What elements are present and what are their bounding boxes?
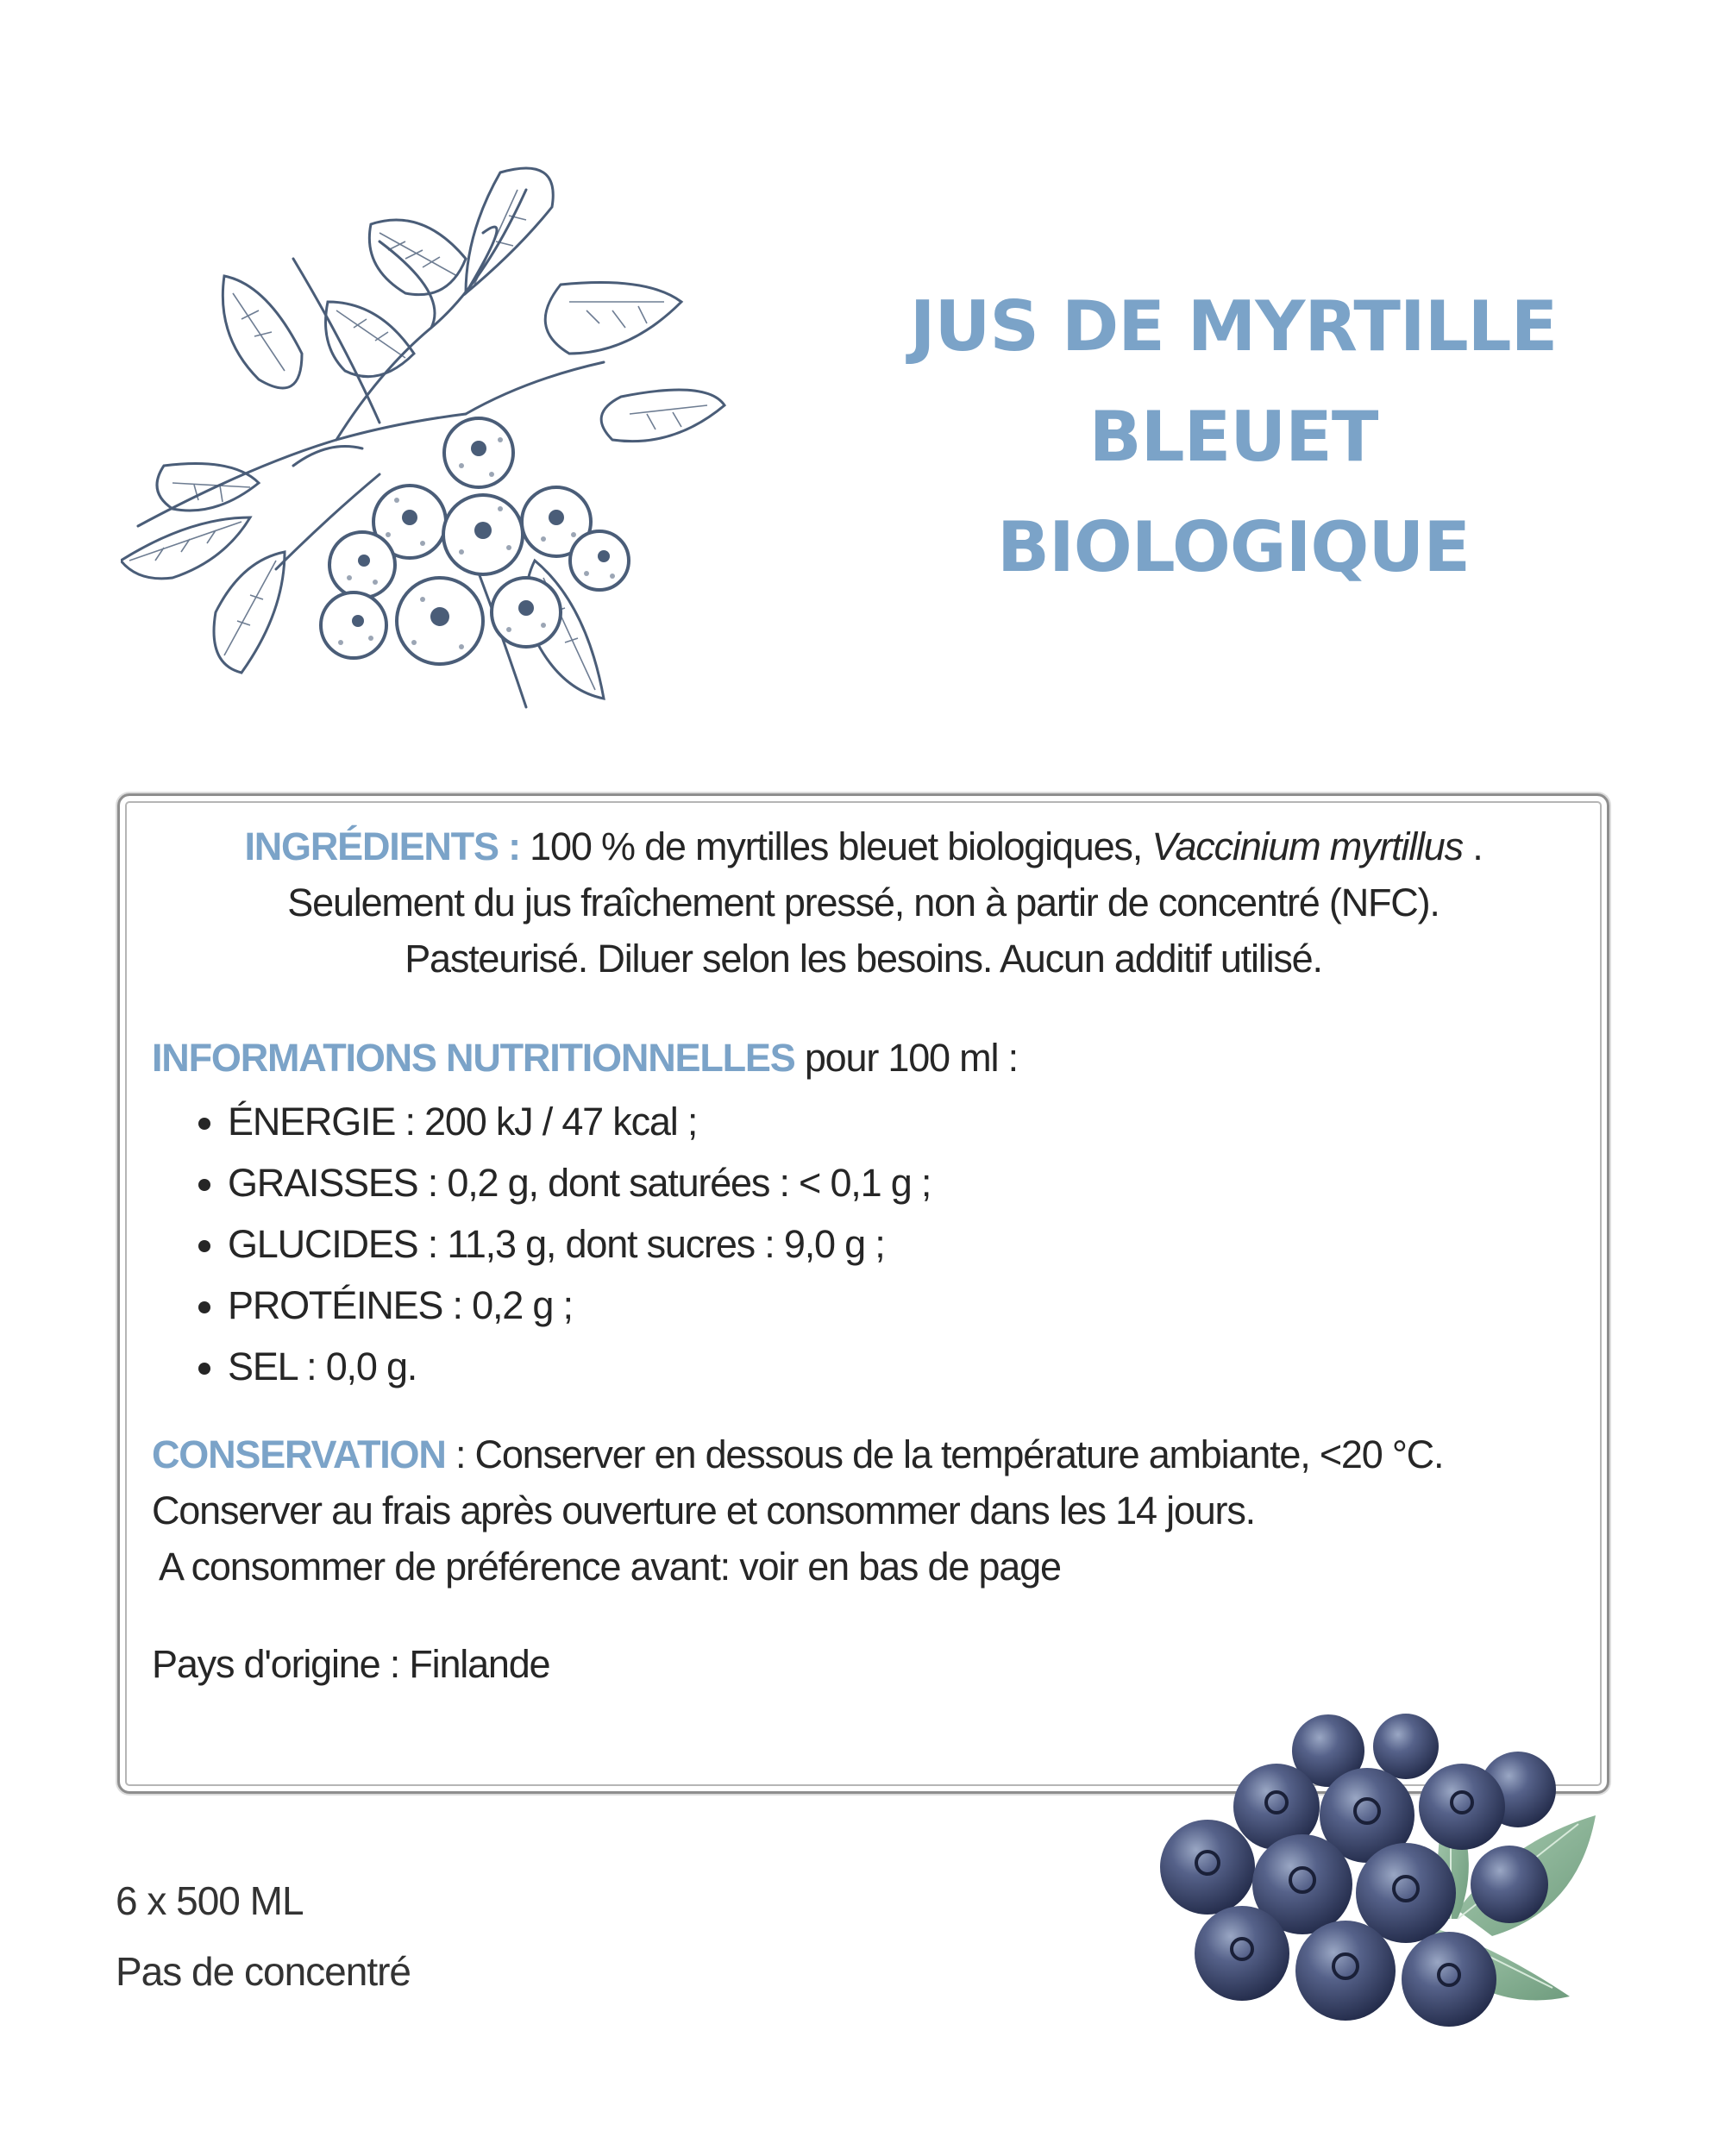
ingredients-line-2: Seulement du jus fraîchement pressé, non à partir de concentré (NFC). bbox=[287, 881, 1440, 924]
product-title bbox=[845, 272, 1622, 603]
nutrition-suffix: pour 100 ml : bbox=[794, 1036, 1018, 1080]
blueberry-branch-illustration bbox=[121, 155, 742, 724]
conservation-label: CONSERVATION bbox=[152, 1432, 446, 1476]
blueberries-photo bbox=[1147, 1712, 1656, 2040]
nutrition-heading bbox=[152, 1031, 1018, 1086]
ingredients-line-1 bbox=[117, 819, 1609, 874]
conservation-line-1 bbox=[152, 1427, 1443, 1482]
title-line-3: BIOLOGIQUE bbox=[997, 507, 1470, 587]
nutrition-list bbox=[152, 1091, 931, 1397]
ingredients-line-3: Pasteurisé. Diluer selon les besoins. Aucun additif utilisé. bbox=[405, 937, 1322, 981]
nutrition-label: INFORMATIONS NUTRITIONNELLES bbox=[152, 1036, 795, 1080]
not-from-concentrate-note: Pas de concentré bbox=[116, 1949, 411, 1994]
ingredients-end: . bbox=[1462, 824, 1483, 868]
nutrition-item-protein: • PROTÉINES : 0,2 g ; bbox=[228, 1275, 931, 1336]
nutrition-item-fat: • GRAISSES : 0,2 g, dont saturées : < 0,1 g ; bbox=[228, 1152, 931, 1213]
ingredients-latin-name: Vaccinium myrtillus bbox=[1151, 824, 1463, 868]
package-volume: 6 x 500 ML bbox=[116, 1878, 304, 1923]
ingredients-label: INGRÉDIENTS : bbox=[244, 824, 520, 868]
nutrition-item-energy: • ÉNERGIE : 200 kJ / 47 kcal ; bbox=[228, 1091, 931, 1152]
nutrition-item-salt: • SEL : 0,0 g. bbox=[228, 1336, 931, 1397]
conservation-line-3: A consommer de préférence avant: voir en bas de page bbox=[159, 1545, 1061, 1589]
country-of-origin: Pays d'origine : Finlande bbox=[152, 1642, 550, 1686]
title-line-1: JUS DE MYRTILLE bbox=[909, 286, 1558, 367]
conservation-text: : Conserver en dessous de la température ambiante, <20 °C. bbox=[445, 1432, 1444, 1476]
ingredients-text: 100 % de myrtilles bleuet biologiques, bbox=[519, 824, 1152, 868]
conservation-line-2: Conserver au frais après ouverture et consommer dans les 14 jours. bbox=[152, 1489, 1255, 1532]
nutrition-item-carbs: • GLUCIDES : 11,3 g, dont sucres : 9,0 g ; bbox=[228, 1213, 931, 1275]
title-line-2: BLEUET bbox=[1088, 397, 1378, 477]
